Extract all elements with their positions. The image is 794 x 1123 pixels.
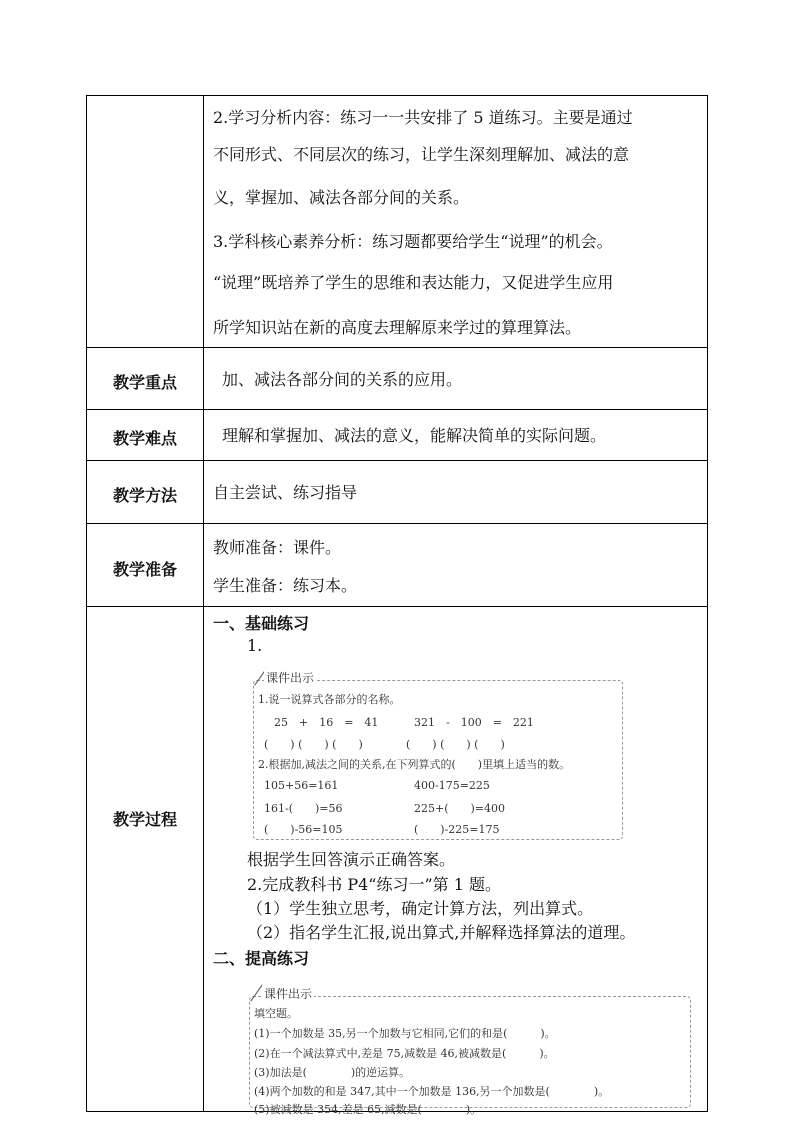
box2-line-5: (5)被减数是 354,差是 65,减数是( )。 [254,1103,482,1116]
section-basic-title: 一、基础练习 [213,614,310,633]
preparation-label: 教学准备 [112,560,177,579]
box1-eq-b2: 225+( )=400 [414,802,506,815]
section-advanced-title: 二、提高练习 [213,949,310,968]
slide-box-title: 课件出示 [266,671,315,685]
process-label: 教学过程 [112,810,177,829]
box2-line-1: (1)一个加数是 35,另一个加数与它相同,它们的和是( )。 [254,1027,556,1040]
item-2-text: 2.完成教科书 P4“练习一”第 1 题。 [247,875,502,894]
row-divider [87,347,707,348]
key-point-text: 加、减法各部分间的关系的应用。 [222,370,463,389]
box1-equation-2: 321 - 100 = 221 [414,716,534,729]
after-box-text: 根据学生回答演示正确答案。 [247,850,456,869]
row-divider [87,606,707,607]
row-divider [87,460,707,461]
analysis-line: 义，掌握加、减法各部分间的关系。 [213,188,470,207]
method-label: 教学方法 [112,486,177,505]
analysis-line: 所学知识站在新的高度去理解原来学过的算理算法。 [213,318,582,337]
box1-blanks-2: ( ) ( ) ( ) [406,738,505,751]
slash-decoration [250,985,262,1002]
analysis-line: 不同形式、不同层次的练习，让学生深刻理解加、减法的意 [213,145,630,164]
analysis-line: 2.学习分析内容：练习一一共安排了 5 道练习。主要是通过 [213,108,633,127]
column-divider [203,96,204,1111]
box1-eq-c2: ( )-225=175 [414,823,500,836]
row-divider [87,409,707,410]
box2-line-2: (2)在一个减法算式中,差是 75,减数是 46,被减数是( )。 [254,1047,555,1060]
analysis-line: “说理”既培养了学生的思维和表达能力，又促进学生应用 [213,273,614,292]
box1-question-2: 2.根据加,减法之间的关系,在下列算式的( )里填上适当的数。 [258,758,571,771]
lesson-table [86,95,708,1116]
box2-intro: 填空题。 [254,1007,298,1020]
row-divider [87,523,707,524]
slide-box-title: 课件出示 [264,987,313,1001]
box1-eq-b1: 161-( )=56 [264,802,343,815]
box2-line-3: (3)加法是( )的逆运算。 [254,1066,411,1079]
box1-eq-a1: 105+56=161 [264,779,339,792]
student-prep-text: 学生准备：练习本。 [213,576,358,595]
slide-box-2 [249,987,691,1116]
item-1-label: 1. [247,636,263,655]
teacher-prep-text: 教师准备：课件。 [213,538,342,557]
item-2-1-text: （1）学生独立思考，确定计算方法，列出算式。 [247,899,594,918]
difficulty-text: 理解和掌握加、减法的意义，能解决简单的实际问题。 [222,426,607,445]
box1-equation-1: 25 + 16 = 41 [274,716,379,729]
box1-eq-c1: ( )-56=105 [264,823,343,836]
box2-line-4: (4)两个加数的和是 347,其中一个加数是 136,另一个加数是( )。 [254,1085,610,1098]
slide-box-1 [253,671,623,840]
item-2-2-text: （2）指名学生汇报,说出算式,并解释选择算法的道理。 [247,923,636,942]
analysis-line: 3.学科核心素养分析：练习题都要给学生“说理”的机会。 [213,232,613,251]
box1-eq-a2: 400-175=225 [414,779,490,792]
difficulty-label: 教学难点 [112,429,177,448]
box1-question-1: 1.说一说算式各部分的名称。 [258,693,401,706]
box1-blanks-1: ( ) ( ) ( ) [264,738,363,751]
key-point-label: 教学重点 [112,373,177,392]
method-text: 自主尝试、练习指导 [213,483,358,502]
